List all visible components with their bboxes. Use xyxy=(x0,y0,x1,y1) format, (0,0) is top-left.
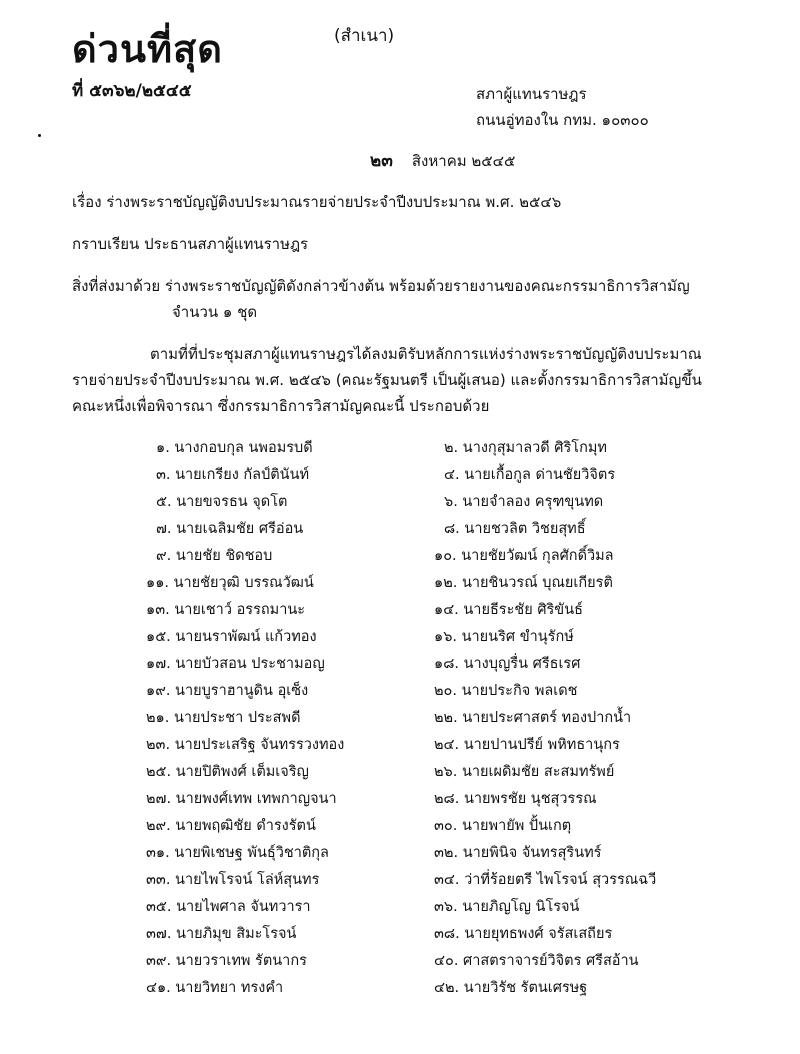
member-item: ๑๑. นายชัยวุฒิ บรรณวัฒน์ xyxy=(146,575,314,591)
body-line-1: ตามที่ที่ประชุมสภาผู้แทนราษฎรได้ลงมติรับหลักการแห่งร่างพระราชบัญญัติงบประมาณ xyxy=(150,345,702,363)
member-item: ๑๐. นายชัยวัฒน์ กุลศักดิ์วิมล xyxy=(434,548,614,564)
member-item: ๖. นายจำลอง ครุฑขุนทด xyxy=(444,494,604,510)
member-item: ๒๑. นายประชา ประสพดี xyxy=(146,710,301,726)
member-item: ๓๐. นายพายัพ ปั้นเกตุ xyxy=(434,818,572,834)
date-month-year: สิงหาคม ๒๕๔๕ xyxy=(411,152,516,170)
member-item: ๑๙. นายบูราฮานูดิน อุเซ็ง xyxy=(146,683,309,699)
member-item: ๒๕. นายปิติพงศ์ เต็มเจริญ xyxy=(146,764,309,780)
member-item: ๒๒. นายประศาสตร์ ทองปากน้ำ xyxy=(434,710,632,726)
member-item: ๑๓. นายเชาว์ อรรถมานะ xyxy=(146,602,306,618)
member-item: ๒๓. นายประเสริฐ จันทรรวงทอง xyxy=(146,737,345,753)
member-item: ๑๘. นางบุญรื่น ศรีธเรศ xyxy=(434,656,581,672)
member-item: ๑๗. นายบัวสอน ประชามอญ xyxy=(146,656,325,672)
member-item: ๒๗. นายพงศ์เทพ เทพกาญจนา xyxy=(146,791,337,807)
member-item: ๑๔. นายธีระชัย ศิริขันธ์ xyxy=(434,602,583,618)
member-item: ๑. นางกอบกุล นพอมรบดี xyxy=(156,440,313,456)
member-item: ๒๐. นายประกิจ พลเดช xyxy=(434,683,578,699)
member-item: ๒๙. นายพฤฒิชัย ดำรงรัตน์ xyxy=(146,818,316,834)
letter-date xyxy=(370,147,515,174)
member-item: ๒๖. นายเผดิมชัย สะสมทรัพย์ xyxy=(434,764,615,780)
member-item: ๕. นายขจรธน จุดโต xyxy=(156,494,288,510)
member-item: ๑๖. นายนริศ ขำนุรักษ์ xyxy=(434,629,574,645)
member-item: ๒. นางกุสุมาลวดี ศิริโกมุท xyxy=(444,440,607,456)
body-line-3: คณะหนึ่งเพื่อพิจารณา ซึ่งกรรมาธิการวิสามัญคณะนี้ ประกอบด้วย xyxy=(72,397,490,415)
member-item: ๓๑. นายพิเชษฐ พันธุ์วิชาติกุล xyxy=(146,845,329,861)
enclosure-line-2: จำนวน ๑ ชุด xyxy=(172,303,258,321)
member-item: ๗. นายเฉลิมชัย ศรีอ่อน xyxy=(156,521,304,537)
enclosure-line-1: สิ่งที่ส่งมาด้วย ร่างพระราชบัญญัติดังกล่าวข้างต้น พร้อมด้วยรายงานของคณะกรรมาธิการวิสามัญ xyxy=(72,277,690,295)
member-item: ๔. นายเกื้อกูล ด่านชัยวิจิตร xyxy=(444,467,616,483)
member-item: ๒๘. นายพรชัย นุชสุวรรณ xyxy=(434,791,597,807)
punch-mark xyxy=(38,134,41,137)
member-item: ๔๐. ศาสตราจารย์วิจิตร ศรีสอ้าน xyxy=(434,953,639,969)
urgent-stamp: ด่วนที่สุด xyxy=(72,27,223,71)
member-item: ๓๖. นายภิญโญ นิโรจน์ xyxy=(434,899,580,915)
date-day: ๒๓ xyxy=(370,151,393,171)
member-item: ๓๕. นายไพศาล จันทวารา xyxy=(146,899,311,915)
member-item: ๔๑. นายวิทยา ทรงคำ xyxy=(146,980,284,996)
member-item: ๓๓. นายไพโรจน์ โล่ห์สุนทร xyxy=(146,872,320,888)
member-item: ๑๒. นายชินวรณ์ บุณยเกียรติ xyxy=(434,575,613,591)
member-item: ๑๕. นายนราพัฒน์ แก้วทอง xyxy=(146,629,317,645)
member-item: ๔๒. นายวิรัช รัตนเศรษฐ xyxy=(434,980,588,996)
member-item: ๒๔. นายปานปรีย์ พหิทธานุกร xyxy=(434,737,620,753)
address-line-2: ถนนอู่ทองใน กทม. ๑๐๓๐๐ xyxy=(476,111,649,129)
salutation-line: กราบเรียน ประธานสภาผู้แทนราษฎร xyxy=(72,235,309,253)
member-item: ๓. นายเกรียง กัลป์ตินันท์ xyxy=(156,467,310,483)
subject-line: เรื่อง ร่างพระราชบัญญัติงบประมาณรายจ่ายประจำปีงบประมาณ พ.ศ. ๒๕๔๖ xyxy=(72,193,562,211)
member-item: ๓๙. นายวราเทพ รัตนากร xyxy=(146,953,307,969)
member-item: ๓๔. ว่าที่ร้อยตรี ไพโรจน์ สุวรรณฉวี xyxy=(434,872,657,888)
body-line-2: รายจ่ายประจำปีงบประมาณ พ.ศ. ๒๕๔๖ (คณะรัฐมนตรี เป็นผู้เสนอ) และตั้งกรรมาธิการวิสามัญขึ้น xyxy=(72,371,702,389)
member-item: ๘. นายชวลิต วิชยสุทธิ์ xyxy=(444,521,586,537)
address-line-1: สภาผู้แทนราษฎร xyxy=(476,85,587,103)
copy-mark: (สำเนา) xyxy=(334,26,395,46)
member-item: ๓๘. นายยุทธพงศ์ จรัสเสถียร xyxy=(434,926,613,942)
member-item: ๓๗. นายภิมุข สิมะโรจน์ xyxy=(146,926,297,942)
member-item: ๓๒. นายพินิจ จันทรสุรินทร์ xyxy=(434,845,602,861)
member-item: ๙. นายชัย ชิดชอบ xyxy=(156,548,273,564)
reference-number: ที่ ๕๓๖๒/๒๕๔๕ xyxy=(72,81,192,101)
